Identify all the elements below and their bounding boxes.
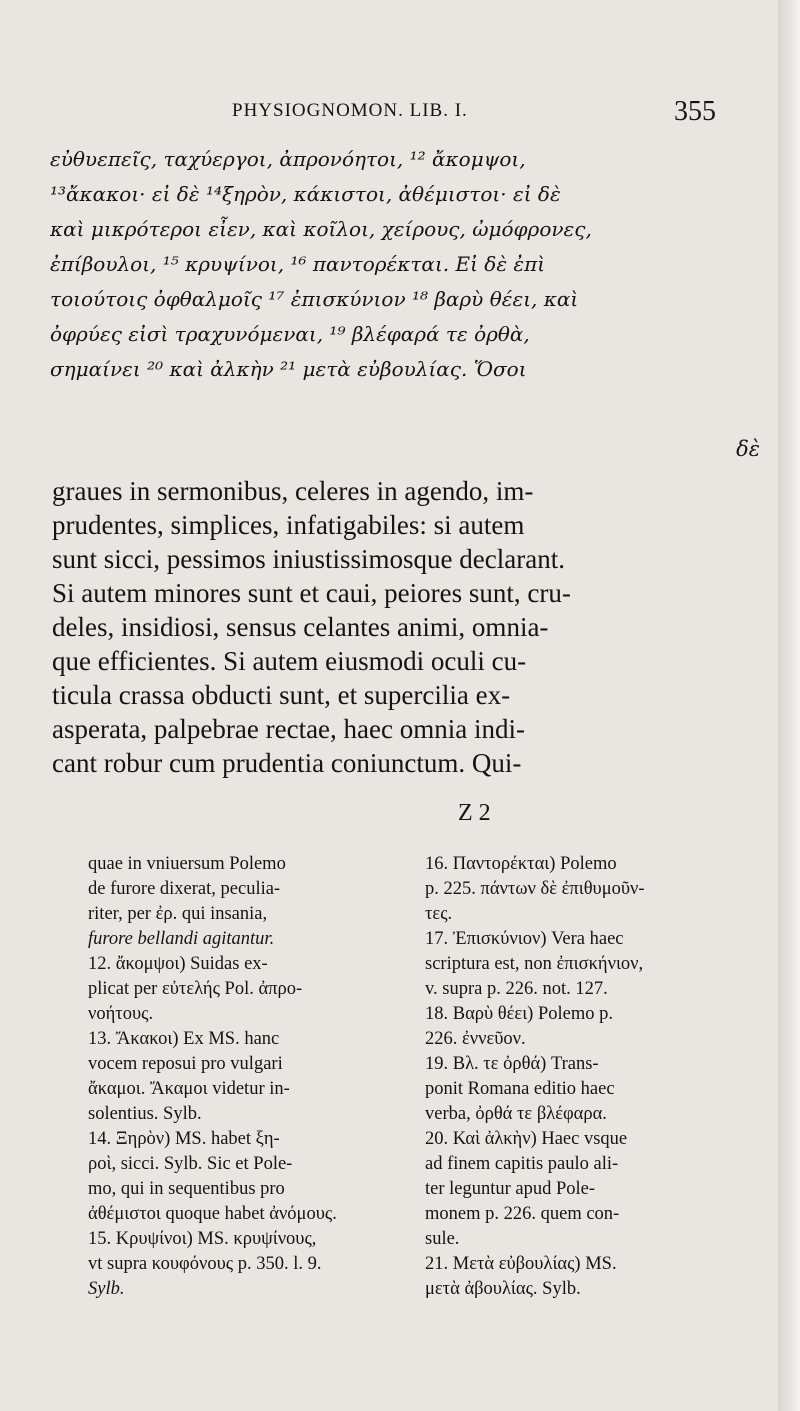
- page-number: 355: [674, 96, 716, 127]
- running-title: PHYSIOGNOMON. LIB. I.: [232, 100, 468, 121]
- note-line: vocem reposui pro vulgari: [88, 1054, 283, 1074]
- note-line: monem p. 226. quem con-: [425, 1204, 620, 1224]
- page-edge: [778, 0, 800, 1411]
- notes-right-column: [425, 852, 755, 1302]
- note-line: 15. Κρυψίνοι) MS. κρυψίνους,: [88, 1229, 317, 1249]
- note-line: ad finem capitis paulo ali-: [425, 1154, 619, 1174]
- note-line: de furore dixerat, peculia-: [88, 879, 281, 899]
- note-line: ροὶ, sicci. Sylb. Sic et Pole-: [88, 1154, 293, 1174]
- note-line: 16. Παντορέκται) Polemo: [425, 854, 617, 874]
- greek-line: καὶ μικρότεροι εἶεν, καὶ κοῖλοι, χείρους, ὠμόφρονες,: [50, 217, 592, 241]
- greek-line: σημαίνει ²⁰ καὶ ἀλκὴν ²¹ μετὰ εὐβουλίας. Ὅσοι: [50, 357, 527, 381]
- note-line: vt supra κουφόνους p. 350. l. 9.: [88, 1254, 322, 1274]
- note-line: 20. Καὶ ἀλκὴν) Haec vsque: [425, 1129, 628, 1149]
- note-line: 21. Μετὰ εὐβουλίας) MS.: [425, 1254, 617, 1274]
- note-line: Sylb.: [88, 1279, 125, 1299]
- greek-line: ἐπίβουλοι, ¹⁵ κρυψίνοι, ¹⁶ παντορέκται. Εἰ δὲ ἐπὶ: [50, 252, 546, 276]
- note-line: νοήτους.: [88, 1004, 154, 1024]
- note-line: riter, per ἐρ. qui insania,: [88, 904, 268, 924]
- latin-line: sunt sicci, pessimos iniustissimosque declarant.: [52, 544, 565, 574]
- latin-line: que efficientes. Si autem eiusmodi oculi cu-: [52, 646, 527, 676]
- note-line: v. supra p. 226. not. 127.: [425, 979, 608, 999]
- greek-line: εὐθυεπεῖς, ταχύεργοι, ἀπρονόητοι, ¹² ἄκομψοι,: [50, 147, 526, 171]
- catchword: δὲ: [736, 437, 760, 461]
- greek-line: τοιούτοις ὀφθαλμοῖς ¹⁷ ἐπισκύνιον ¹⁸ βαρὺ θέει, καὶ: [50, 287, 579, 311]
- note-line: ter leguntur apud Pole-: [425, 1179, 596, 1199]
- note-line: solentius. Sylb.: [88, 1104, 202, 1124]
- latin-line: graues in sermonibus, celeres in agendo, im-: [52, 476, 534, 506]
- note-line: p. 225. πάντων δὲ ἐπιθυμοῦν-: [425, 879, 645, 899]
- latin-line: Si autem minores sunt et caui, peiores sunt, cru-: [52, 578, 571, 608]
- note-line: quae in vniuersum Polemo: [88, 854, 286, 874]
- note-line: verba, ὀρθά τε βλέφαρα.: [425, 1104, 607, 1124]
- note-line: μετὰ ἀβουλίας. Sylb.: [425, 1279, 581, 1299]
- note-line: 19. Βλ. τε ὀρθά) Trans-: [425, 1054, 599, 1074]
- greek-text-block: [50, 142, 740, 387]
- note-line: plicat per εὐτελής Pol. ἀπρο-: [88, 979, 303, 999]
- latin-line: deles, insidiosi, sensus celantes animi, omnia-: [52, 612, 549, 642]
- note-line: τες.: [425, 904, 453, 924]
- notes-left-column: [88, 852, 403, 1302]
- note-line: ἄκαμοι. Ἄκαμοι videtur in-: [88, 1079, 290, 1099]
- latin-text-block: [52, 474, 742, 780]
- latin-line: asperata, palpebrae rectae, haec omnia indi-: [52, 714, 525, 744]
- note-line: ἀθέμιστοι quoque habet ἀνόμους.: [88, 1204, 337, 1224]
- note-line: ponit Romana editio haec: [425, 1079, 615, 1099]
- note-line: 17. Ἐπισκύνιον) Vera haec: [425, 929, 624, 949]
- greek-line: ¹³ἄκακοι· εἰ δὲ ¹⁴ξηρὸν, κάκιστοι, ἀθέμιστοι· εἰ δὲ: [50, 182, 561, 206]
- note-line: mo, qui in sequentibus pro: [88, 1179, 285, 1199]
- note-line: 13. Ἄκακοι) Ex MS. hanc: [88, 1029, 280, 1049]
- note-line: furore bellandi agitantur.: [88, 929, 275, 949]
- signature-mark: Z 2: [458, 800, 491, 826]
- latin-line: ticula crassa obducti sunt, et supercilia ex-: [52, 680, 511, 710]
- greek-line: ὀφρύες εἰσὶ τραχυνόμεναι, ¹⁹ βλέφαρά τε ὀρθὰ,: [50, 322, 530, 346]
- note-line: sule.: [425, 1229, 460, 1249]
- note-line: scriptura est, non ἐπισκήνιον,: [425, 954, 644, 974]
- note-line: 12. ἄκομψοι) Suidas ex-: [88, 954, 268, 974]
- note-line: 18. Βαρὺ θέει) Polemo p.: [425, 1004, 613, 1024]
- note-line: 14. Ξηρὸν) MS. habet ξη-: [88, 1129, 280, 1149]
- latin-line: prudentes, simplices, infatigabiles: si autem: [52, 510, 525, 540]
- note-line: 226. ἐννεῦον.: [425, 1029, 526, 1049]
- latin-line: cant robur cum prudentia coniunctum. Qui-: [52, 748, 522, 778]
